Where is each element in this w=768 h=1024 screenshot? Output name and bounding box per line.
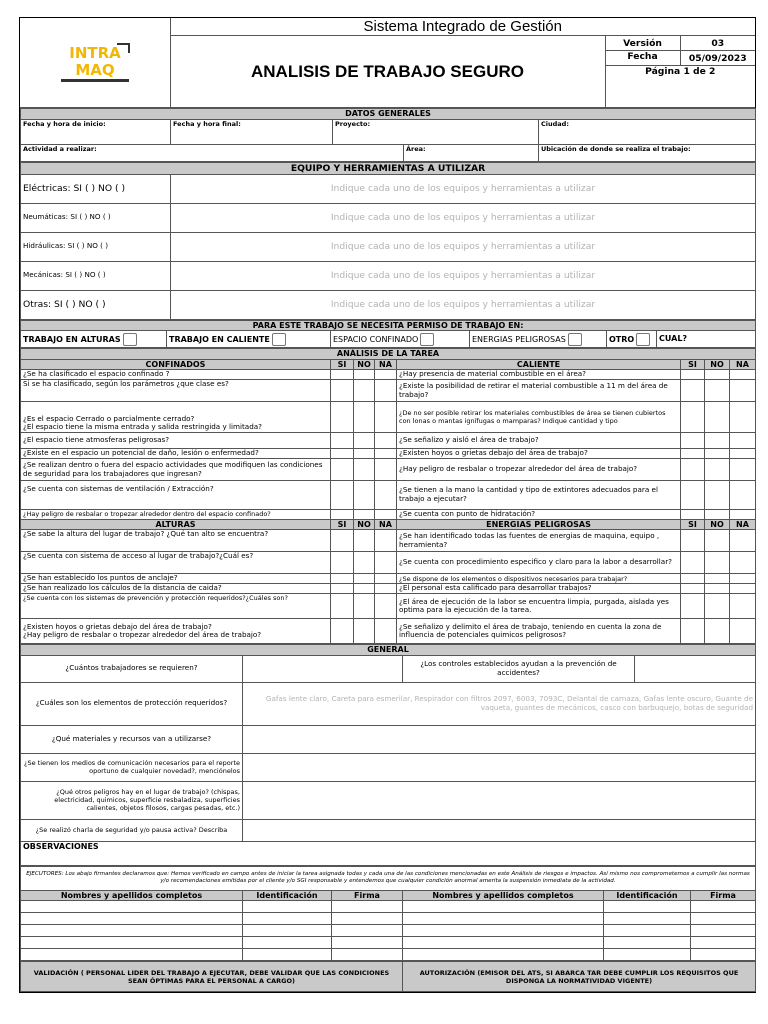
question: ¿Se dispone de los elementos o dispositivos necesarios para trabajar? [397,574,681,584]
equipment-pneumatic[interactable]: Neumáticas: SI ( ) NO ( ) [21,203,171,232]
answer-si[interactable] [331,370,354,380]
answer-no[interactable] [354,594,375,619]
question: ¿Se ha clasificado el espacio confinado ? [21,370,331,380]
question: ¿Es el espacio Cerrado o parcialmente cerrado? [23,413,195,423]
answer-si[interactable] [681,402,705,433]
controls-question: ¿Los controles establecidos ayudan a la prevención de accidentes? [403,655,635,682]
equipment-section [20,162,756,320]
task-analysis-section [20,348,756,644]
answer-na[interactable] [375,481,397,510]
col-no: NO [354,359,375,370]
col-si: SI [681,359,705,370]
permit-heights[interactable] [21,331,167,348]
answer-na[interactable] [375,619,397,644]
answer-si[interactable] [331,574,354,584]
question: ¿Existen hoyos o grietas debajo del área de trabajo? [23,621,212,631]
svg-text:INTRA: INTRA [68,43,121,62]
question: ¿Hay peligro de resbalar o tropezar alrededor del área de trabajo? [23,630,262,640]
equipment-pneumatic-input[interactable]: Indique cada uno de los equipos y herramientas a utilizar [171,203,756,232]
id-cell[interactable] [604,925,691,937]
col-name: Nombres y apellidos completos [403,890,604,901]
activity-field[interactable]: Actividad a realizar: [21,144,404,161]
name-cell[interactable] [403,913,604,925]
id-cell[interactable] [243,901,332,913]
permit-other-label: OTRO [609,334,635,344]
answer-si[interactable] [331,459,354,481]
permit-confined[interactable] [331,331,470,348]
answer-si[interactable] [331,380,354,402]
permit-which[interactable]: CUAL? [657,331,756,348]
answer-si[interactable] [331,433,354,449]
col-id: Identificación [243,890,332,901]
answer-no[interactable] [705,449,730,459]
answer-na[interactable] [375,530,397,552]
answer-no[interactable] [705,594,730,619]
permit-hot-label: TRABAJO EN CALIENTE [169,334,270,344]
answer-no[interactable] [705,530,730,552]
id-cell[interactable] [243,937,332,949]
answer-si[interactable] [681,594,705,619]
question: ¿Se han identificado todas las fuentes de energias de maquina, equipo , herramienta? [397,530,681,552]
equipment-title: EQUIPO Y HERRAMIENTAS A UTILIZAR [21,162,756,174]
answer-si[interactable] [681,481,705,510]
answer-no[interactable] [705,584,730,594]
signature-cell[interactable] [691,949,756,961]
col-na: NA [730,359,756,370]
permit-other[interactable] [607,331,657,348]
observations-field[interactable]: OBSERVACIONES [21,841,756,865]
city-field[interactable]: Ciudad: [539,119,756,144]
talk-question: ¿Se realizó charla de seguridad y/o pausa activa? Describa [21,819,243,841]
answer-no[interactable] [705,510,730,520]
answer-na[interactable] [730,449,756,459]
signature-cell[interactable] [332,937,403,949]
answer-na[interactable] [730,552,756,574]
answer-si[interactable] [681,370,705,380]
answer-no[interactable] [705,481,730,510]
question: ¿Se cuenta con los sistemas de prevención y protección requeridos?¿Cuáles son? [21,594,331,619]
id-cell[interactable] [604,949,691,961]
col-no: NO [354,519,375,530]
answer-no[interactable] [705,402,730,433]
answer-no[interactable] [354,380,375,402]
company-logo [22,41,168,85]
answer-no[interactable] [705,552,730,574]
answer-na[interactable] [730,402,756,433]
name-cell[interactable] [21,949,243,961]
answer-no[interactable] [705,574,730,584]
question: Si se ha clasificado, según los parámetros ¿que clase es? [21,380,331,402]
answer-na[interactable] [730,459,756,481]
ppe-question: ¿Cuáles son los elementos de protección requeridos? [21,682,243,725]
answer-no[interactable] [354,552,375,574]
page-number: Página 1 de 2 [605,66,755,108]
answer-si[interactable] [681,449,705,459]
task-analysis-title: ANÁLISIS DE LA TAREA [21,349,756,360]
question: ¿Se cuenta con procedimiento especifico y claro para la labor a desarrollar? [397,552,681,574]
answer-no[interactable] [354,574,375,584]
answer-na[interactable] [375,584,397,594]
answer-si[interactable] [331,481,354,510]
comm-question: ¿Se tienen los medios de comunicación necesarios para el reporte oportuno de cualquier novedad?, menciónelos [21,753,243,781]
permit-title: PARA ESTE TRABAJO SE NECESITA PERMISO DE TRABAJO EN: [21,320,756,331]
answer-si[interactable] [331,619,354,644]
caliente-title: CALIENTE [397,359,681,370]
name-cell[interactable] [21,925,243,937]
question: ¿El espacio tiene atmosferas peligrosas? [21,433,331,449]
permit-hazardous[interactable] [470,331,607,348]
question: ¿Existe en el espacio un potencial de daño, lesión o enfermedad? [21,449,331,459]
answer-no[interactable] [354,433,375,449]
name-cell[interactable] [403,937,604,949]
general-title: GENERAL [21,645,756,656]
question: ¿Existen hoyos o grietas debajo del área de trabajo? [397,449,681,459]
executors-note: EJECUTORES: Los abajo firmantes declaramos que: Hemos verificado en campo antes de iniciar la tarea asignada todas y cada una de las condiciones mencionadas en este Análisis de riesgos e impactos. Así mismo nos comprometemos a cumplir las normas y/o recomendaciones emitidas por el cliente y/o SGI responsable y entendemos que cualquier condición anormal amerita la suspensión inmediata de la actividad. [21,866,756,890]
answer-si[interactable] [681,530,705,552]
answer-na[interactable] [375,459,397,481]
validation-box[interactable]: VALIDACIÓN ( PERSONAL LIDER DEL TRABAJO A EJECUTAR, DEBE VALIDAR QUE LAS CONDICIONES SEAN ÓPTIMAS PARA EL PERSONAL A CARGO) [21,962,403,992]
question: ¿Se cuenta con sistema de acceso al lugar de trabajo?¿Cuál es? [21,552,331,574]
signature-cell[interactable] [332,913,403,925]
col-na: NA [730,519,756,530]
answer-no[interactable] [354,459,375,481]
comm-answer[interactable] [243,753,756,781]
col-si: SI [681,519,705,530]
general-data-section [20,108,756,162]
answer-na[interactable] [730,433,756,449]
signature-cell[interactable] [691,913,756,925]
executor-row [21,949,756,961]
workers-answer[interactable] [243,655,403,682]
answer-si[interactable] [681,574,705,584]
id-cell[interactable] [243,949,332,961]
answer-no[interactable] [354,619,375,644]
equipment-other-input[interactable]: Indique cada uno de los equipos y herramientas a utilizar [171,290,756,319]
answer-no[interactable] [354,584,375,594]
date-value: 05/09/2023 [680,51,755,66]
answer-na[interactable] [375,402,397,433]
question-group [21,619,331,644]
executor-row [21,901,756,913]
answer-no[interactable] [354,530,375,552]
question: ¿Se han realizado los cálculos de la distancia de caida? [21,584,331,594]
answer-si[interactable] [331,594,354,619]
answer-si[interactable] [681,584,705,594]
answer-no[interactable] [354,370,375,380]
question: ¿Se señalizo y delimito el área de trabajo, teniendo en cuenta la zona de influencia de potenciales quimicos peligrosos? [397,619,681,644]
answer-na[interactable] [375,449,397,459]
alturas-title: ALTURAS [21,519,331,530]
general-data-title: DATOS GENERALES [21,109,756,120]
executor-row [21,937,756,949]
equipment-mechanic-input[interactable]: Indique cada uno de los equipos y herramientas a utilizar [171,261,756,290]
answer-si[interactable] [331,530,354,552]
question: ¿El área de ejecución de la labor se encuentra limpia, purgada, aislada yes optima para la ejecución de la tarea. [397,594,681,619]
col-id: Identificación [604,890,691,901]
system-name: Sistema Integrado de Gestión [170,18,755,36]
hazards-answer[interactable] [243,781,756,819]
answer-si[interactable] [331,510,354,520]
answer-na[interactable] [730,510,756,520]
question-group [21,402,331,433]
question: ¿Se tienen a la mano la cantidad y tipo de extintores adecuados para el trabajo a ejecutar? [397,481,681,510]
question: ¿Se señalizo y aisló el área de trabajo? [397,433,681,449]
col-no: NO [705,359,730,370]
version-label: Versión [605,36,680,51]
energias-title: ENERGIAS PELIGROSAS [397,519,681,530]
svg-text:MAQ: MAQ [75,60,115,79]
question: ¿Hay peligro de resbalar o tropezar alrededor dentro del espacio confinado? [21,510,331,520]
signature-cell[interactable] [332,949,403,961]
logo-cell [20,18,170,108]
project-field[interactable]: Proyecto: [333,119,539,144]
permit-hot-checkbox[interactable] [272,333,286,346]
question: ¿Se cuenta con sistemas de ventilación / Extracción? [21,481,331,510]
talk-answer[interactable] [243,819,756,841]
authorization-box[interactable]: AUTORIZACIÓN (EMISOR DEL ATS, SI ABARCA TAR DEBE CUMPLIR LOS REQUISITOS QUE DISPONGA LA NORMATIVIDAD VIGENTE) [403,962,756,992]
answer-na[interactable] [375,574,397,584]
id-cell[interactable] [243,913,332,925]
col-no: NO [705,519,730,530]
col-name: Nombres y apellidos completos [21,890,243,901]
question: ¿Se realizan dentro o fuera del espacio actividades que modifiquen las condiciones de seguridad para los trabajadores que ingresan? [21,459,331,481]
answer-na[interactable] [375,370,397,380]
permit-heights-checkbox[interactable] [123,333,137,346]
permit-other-checkbox[interactable] [636,333,650,346]
answer-no[interactable] [705,380,730,402]
hazards-question: ¿Qué otros peligros hay en el lugar de trabajo? (chispas, electricidad, quimicos, superficie resbaladiza, superficies calientes, objetos filosos, cargas pesadas, etc.) [21,781,243,819]
equipment-hydraulic-input[interactable]: Indique cada uno de los equipos y herramientas a utilizar [171,232,756,261]
signature-cell[interactable] [691,925,756,937]
answer-si[interactable] [681,433,705,449]
answer-na[interactable] [375,510,397,520]
answer-si[interactable] [681,459,705,481]
answer-no[interactable] [705,459,730,481]
id-cell[interactable] [604,913,691,925]
answer-no[interactable] [705,433,730,449]
answer-na[interactable] [730,380,756,402]
name-cell[interactable] [21,937,243,949]
answer-no[interactable] [354,449,375,459]
question: ¿Se han establecido los puntos de anclaje? [21,574,331,584]
answer-na[interactable] [375,380,397,402]
materials-question: ¿Qué materiales y recursos van a utilizarse? [21,725,243,753]
permit-confined-checkbox[interactable] [420,333,434,346]
materials-answer[interactable] [243,725,756,753]
logo-icon [55,41,135,85]
id-cell[interactable] [243,925,332,937]
answer-si[interactable] [331,552,354,574]
signature-cell[interactable] [332,901,403,913]
question: ¿Hay peligro de resbalar o tropezar alrededor del área de trabajo? [397,459,681,481]
signature-cell[interactable] [691,901,756,913]
end-datetime-field[interactable]: Fecha y hora final: [171,119,333,144]
question: ¿De no ser posible retirar los materiales combustibles de área se tienen cubiertos con lonas o mantas ignífugas o mamparas? Indique cantidad y tipo [397,402,681,433]
confinados-title: CONFINADOS [21,359,331,370]
answer-na[interactable] [730,584,756,594]
answer-si[interactable] [331,584,354,594]
form-header [20,18,755,108]
workers-question: ¿Cuántos trabajadores se requieren? [21,655,243,682]
equipment-hydraulic[interactable]: Hidráulicas: SI ( ) NO ( ) [21,232,171,261]
permit-hazardous-checkbox[interactable] [568,333,582,346]
name-cell[interactable] [403,925,604,937]
controls-answer[interactable] [635,655,756,682]
question: ¿El personal esta calificado para desarrollar trabajos? [397,584,681,594]
col-si: SI [331,519,354,530]
col-na: NA [375,519,397,530]
area-field[interactable]: Área: [404,144,539,161]
equipment-other[interactable]: Otras: SI ( ) NO ( ) [21,290,171,319]
executor-row [21,925,756,937]
answer-si[interactable] [331,402,354,433]
answer-no[interactable] [354,510,375,520]
location-field[interactable]: Ubicación de donde se realiza el trabajo: [539,144,756,161]
permit-confined-label: ESPACIO CONFINADO [333,334,419,344]
answer-na[interactable] [375,433,397,449]
answer-na[interactable] [375,594,397,619]
answer-si[interactable] [681,510,705,520]
answer-na[interactable] [730,594,756,619]
answer-si[interactable] [331,449,354,459]
col-signature: Firma [691,890,756,901]
id-cell[interactable] [604,937,691,949]
answer-no[interactable] [354,402,375,433]
form-title: ANALISIS DE TRABAJO SEGURO [170,36,605,108]
signature-cell[interactable] [691,937,756,949]
name-cell[interactable] [403,901,604,913]
id-cell[interactable] [604,901,691,913]
ats-form [19,17,756,993]
answer-si[interactable] [681,552,705,574]
answer-na[interactable] [730,481,756,510]
permit-section [20,320,756,349]
answer-si[interactable] [681,619,705,644]
version-value: 03 [680,36,755,51]
date-label: Fecha [605,51,680,66]
name-cell[interactable] [403,949,604,961]
col-si: SI [331,359,354,370]
name-cell[interactable] [21,901,243,913]
signature-cell[interactable] [332,925,403,937]
permit-hot[interactable] [167,331,331,348]
answer-si[interactable] [681,380,705,402]
executor-row [21,913,756,925]
start-datetime-field[interactable]: Fecha y hora de inicio: [21,119,171,144]
question: ¿Existe la posibilidad de retirar el material combustible a 11 m del área de trabajo? [397,380,681,402]
answer-na[interactable] [730,574,756,584]
question: ¿Se sabe la altura del lugar de trabajo? ¿Qué tan alto se encuentra? [21,530,331,552]
equipment-electric[interactable]: Eléctricas: SI ( ) NO ( ) [21,174,171,203]
answer-na[interactable] [375,552,397,574]
equipment-mechanic[interactable]: Mecánicas: SI ( ) NO ( ) [21,261,171,290]
answer-na[interactable] [730,530,756,552]
general-section [20,644,756,866]
name-cell[interactable] [21,913,243,925]
question: ¿El espacio tiene la misma entrada y salida restringida y limitada? [23,422,262,432]
answer-no[interactable] [705,370,730,380]
answer-no[interactable] [354,481,375,510]
col-signature: Firma [332,890,403,901]
executors-section [20,866,756,962]
col-na: NA [375,359,397,370]
question: ¿Hay presencia de material combustible en el área? [397,370,681,380]
permit-heights-label: TRABAJO EN ALTURAS [23,334,121,344]
question: ¿Se cuenta con punto de hidratación? [397,510,681,520]
answer-na[interactable] [730,370,756,380]
equipment-electric-input[interactable]: Indique cada uno de los equipos y herramientas a utilizar [171,174,756,203]
permit-hazardous-label: ENERGIAS PELIGROSAS [472,334,566,344]
answer-na[interactable] [730,619,756,644]
answer-no[interactable] [705,619,730,644]
footer-section [20,961,756,992]
ppe-answer[interactable]: Gafas lente claro, Careta para esmerilar, Respirador con filtros 2097, 6003, 7093C, Delantal de carnaza, Gafas lente oscuro, Guante de vaqueta, guantes de mecánicos, casco con barbuquejo, botas de seguridad [243,682,756,725]
